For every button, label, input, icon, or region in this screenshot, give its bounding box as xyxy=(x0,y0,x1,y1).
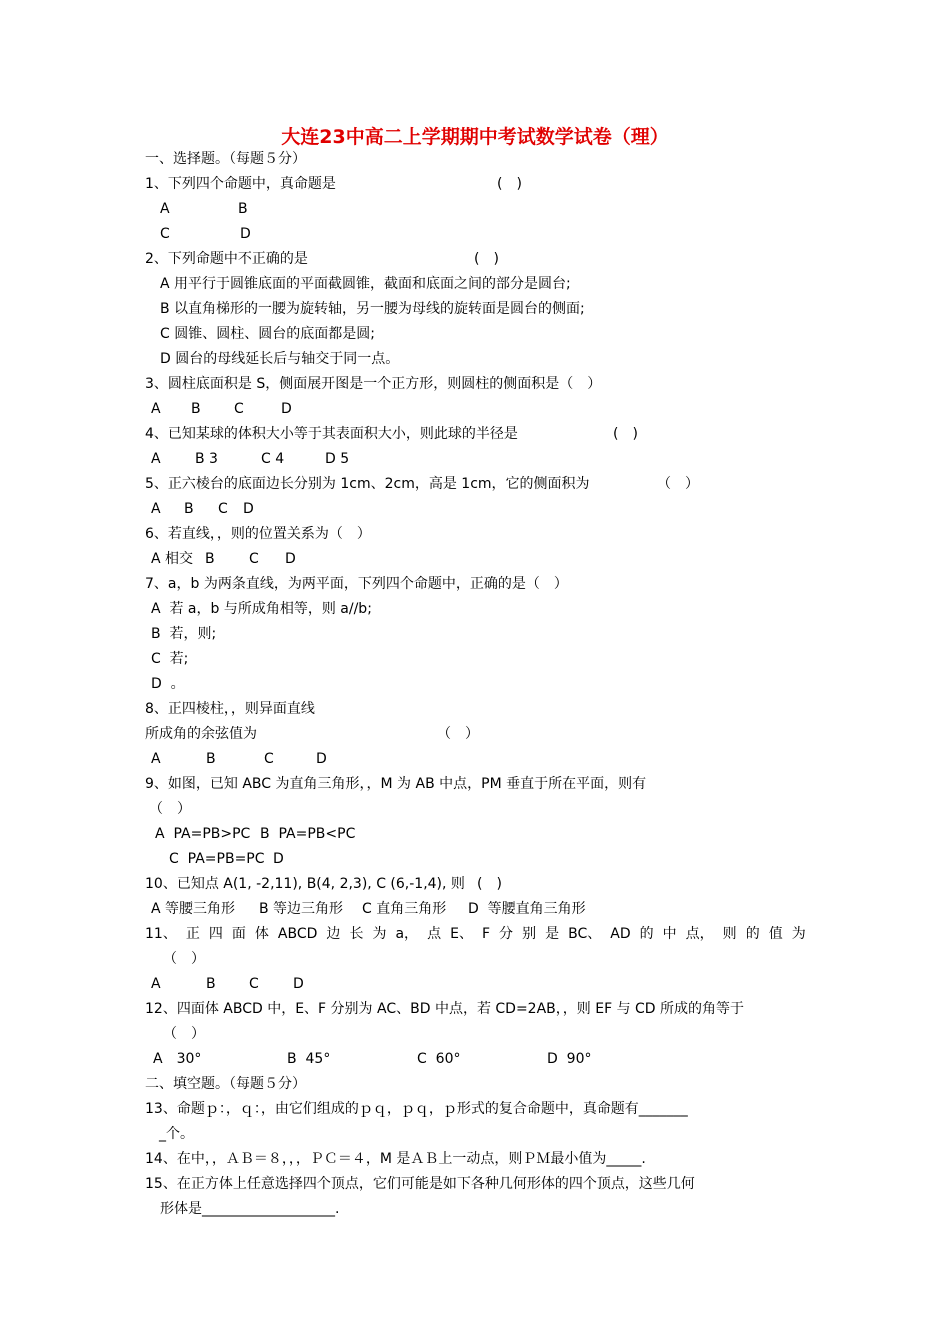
q5-option-c: C xyxy=(218,501,228,517)
q11-stem xyxy=(145,925,806,943)
q2-option-a: A 用平行于圆锥底面的平面截圆锥，截面和底面之间的部分是圆台; xyxy=(160,276,571,292)
q1-option-c: C xyxy=(160,226,170,242)
q5-option-d: D xyxy=(243,501,254,517)
q11-token: 分 xyxy=(499,926,514,942)
q11-token: 中 xyxy=(662,926,677,942)
q2-option-b: B 以直角梯形的一腰为旋转轴，另一腰为母线的旋转面是圆台的侧面; xyxy=(160,301,585,317)
q15-stem-continued: 形体是___________________. xyxy=(160,1201,340,1217)
q4-answer-paren: ( ) xyxy=(613,426,638,442)
q12-option-b: B 45° xyxy=(287,1051,331,1067)
q3-option-a: A xyxy=(151,401,161,417)
q11-token: 为 xyxy=(791,926,806,942)
q10-stem: 10、已知点 A(1, -2,11), B(4, 2,3), C (6,-1,4), 则 xyxy=(145,876,465,892)
q1-stem: 1、下列四个命题中，真命题是 xyxy=(145,176,336,192)
q9-option-b: B PA=PB<PC xyxy=(260,826,356,842)
q9-stem: 9、如图，已知 ABC 为直角三角形，，M 为 AB 中点，PM 垂直于所在平面，则有 xyxy=(145,776,647,792)
q12-option-a: A 30° xyxy=(153,1051,202,1067)
q10-option-c: C 直角三角形 xyxy=(362,901,447,917)
q9-option-c: C PA=PB=PC xyxy=(169,851,265,867)
q11-option-d: D xyxy=(293,976,304,992)
q10-answer-paren: ( ) xyxy=(477,876,502,892)
q2-option-d: D 圆台的母线延长后与轴交于同一点。 xyxy=(160,351,400,367)
q9-answer-paren: （ ） xyxy=(149,801,191,817)
q4-stem: 4、已知某球的体积大小等于其表面积大小，则此球的半径是 xyxy=(145,426,518,442)
section-choice-heading: 一、选择题。（每题５分） xyxy=(145,151,306,167)
q11-token: 点 xyxy=(427,926,442,942)
q4-option-d: D 5 xyxy=(325,451,350,467)
q2-answer-paren: ( ) xyxy=(474,251,499,267)
q11-token: 体 xyxy=(254,926,269,942)
q11-token: 长 xyxy=(349,926,364,942)
q11-token: 是 xyxy=(545,926,560,942)
q11-option-c: C xyxy=(249,976,259,992)
q8-option-b: B xyxy=(206,751,216,767)
q11-token: ABCD xyxy=(277,926,318,942)
q10-option-d: D 等腰直角三角形 xyxy=(468,901,586,917)
q5-stem: 5、正六棱台的底面边长分别为 1cm、2cm，高是 1cm，它的侧面积为 xyxy=(145,476,590,492)
q13-stem-continued: _个。 xyxy=(159,1126,194,1142)
q11-answer-paren: （ ） xyxy=(163,951,205,967)
q6-stem: 6、若直线，，则的位置关系为（ ） xyxy=(145,526,371,542)
q8-stem: 8、正四棱柱，，则异面直线 xyxy=(145,701,315,717)
q1-option-a: A xyxy=(160,201,170,217)
q11-token: 别 xyxy=(522,926,537,942)
q15-stem: 15、在正方体上任意选择四个顶点，它们可能是如下各种几何形体的四个顶点，这些几何 xyxy=(145,1176,695,1192)
q5-answer-paren: （ ） xyxy=(657,476,699,492)
q6-option-b: B xyxy=(205,551,215,567)
q1-option-b: B xyxy=(238,201,248,217)
q2-option-c: C 圆锥、圆柱、圆台的底面都是圆; xyxy=(160,326,375,342)
q11-token: E、 xyxy=(450,926,473,942)
q7-option-d: D 。 xyxy=(151,676,185,692)
q8-stem-continued: 所成角的余弦值为 xyxy=(145,726,257,742)
q8-option-a: A xyxy=(151,751,161,767)
q12-stem: 12、四面体 ABCD 中，E、F 分别为 AC、BD 中点，若 CD=2AB，，则 EF 与 CD 所成的角等于 xyxy=(145,1001,745,1017)
page-title: 大连23中高二上学期期中考试数学试卷（理） xyxy=(281,126,669,148)
q12-option-c: C 60° xyxy=(417,1051,461,1067)
q11-token: BC、 xyxy=(568,926,602,942)
q9-option-d: D xyxy=(273,851,284,867)
q11-token: AD xyxy=(610,926,631,942)
q3-option-c: C xyxy=(234,401,244,417)
q8-option-d: D xyxy=(316,751,327,767)
q11-token: 边 xyxy=(326,926,341,942)
q6-option-a: A 相交 xyxy=(151,551,194,567)
q11-token: 面 xyxy=(231,926,246,942)
q6-option-d: D xyxy=(285,551,296,567)
q9-option-a: A PA=PB>PC xyxy=(155,826,251,842)
q2-stem: 2、下列命题中不正确的是 xyxy=(145,251,308,267)
q5-option-b: B xyxy=(184,501,194,517)
q11-token: 的 xyxy=(745,926,760,942)
q4-option-b: B 3 xyxy=(195,451,218,467)
q11-token: 则 xyxy=(722,926,737,942)
q8-answer-paren: （ ） xyxy=(437,726,479,742)
q11-token: F xyxy=(481,926,491,942)
q7-option-a: A 若 a，b 与所成角相等，则 a//b; xyxy=(151,601,372,617)
q14-stem: 14、在中，，ＡＢ＝８，，，ＰＣ＝４，M 是ＡＢ上一动点，则ＰＭ最小值为_____. xyxy=(145,1151,646,1167)
q4-option-a: A xyxy=(151,451,161,467)
q8-option-c: C xyxy=(264,751,274,767)
q11-token: 正 xyxy=(185,926,200,942)
section-fill-heading: 二、填空题。（每题５分） xyxy=(145,1076,306,1092)
q11-token: 点， xyxy=(685,926,714,942)
q1-answer-paren: ( ) xyxy=(497,176,522,192)
q7-option-b: B 若，则; xyxy=(151,626,217,642)
q10-option-a: A 等腰三角形 xyxy=(151,901,236,917)
q11-token: 值 xyxy=(768,926,783,942)
q11-option-b: B xyxy=(206,976,216,992)
q11-token: 的 xyxy=(639,926,654,942)
q7-stem: 7、a，b 为两条直线，为两平面，下列四个命题中，正确的是（ ） xyxy=(145,576,568,592)
q6-option-c: C xyxy=(249,551,259,567)
q3-option-d: D xyxy=(281,401,292,417)
q4-option-c: C 4 xyxy=(261,451,285,467)
q13-stem: 13、命题ｐ：，ｑ：，由它们组成的ｐｑ，ｐｑ，ｐ形式的复合命题中，真命题有_______ xyxy=(145,1101,688,1117)
q10-option-b: B 等边三角形 xyxy=(259,901,344,917)
q7-option-c: C 若; xyxy=(151,651,189,667)
q12-option-d: D 90° xyxy=(547,1051,592,1067)
q12-answer-paren: （ ） xyxy=(163,1026,205,1042)
q1-option-d: D xyxy=(240,226,251,242)
q3-stem: 3、圆柱底面积是 S，侧面展开图是一个正方形，则圆柱的侧面积是（ ） xyxy=(145,376,602,392)
q11-token: 11、 xyxy=(145,926,177,942)
q3-option-b: B xyxy=(191,401,201,417)
q11-token: 为 xyxy=(372,926,387,942)
q11-token: 四 xyxy=(208,926,223,942)
q11-token: a， xyxy=(395,926,419,942)
q5-option-a: A xyxy=(151,501,161,517)
q11-option-a: A xyxy=(151,976,161,992)
